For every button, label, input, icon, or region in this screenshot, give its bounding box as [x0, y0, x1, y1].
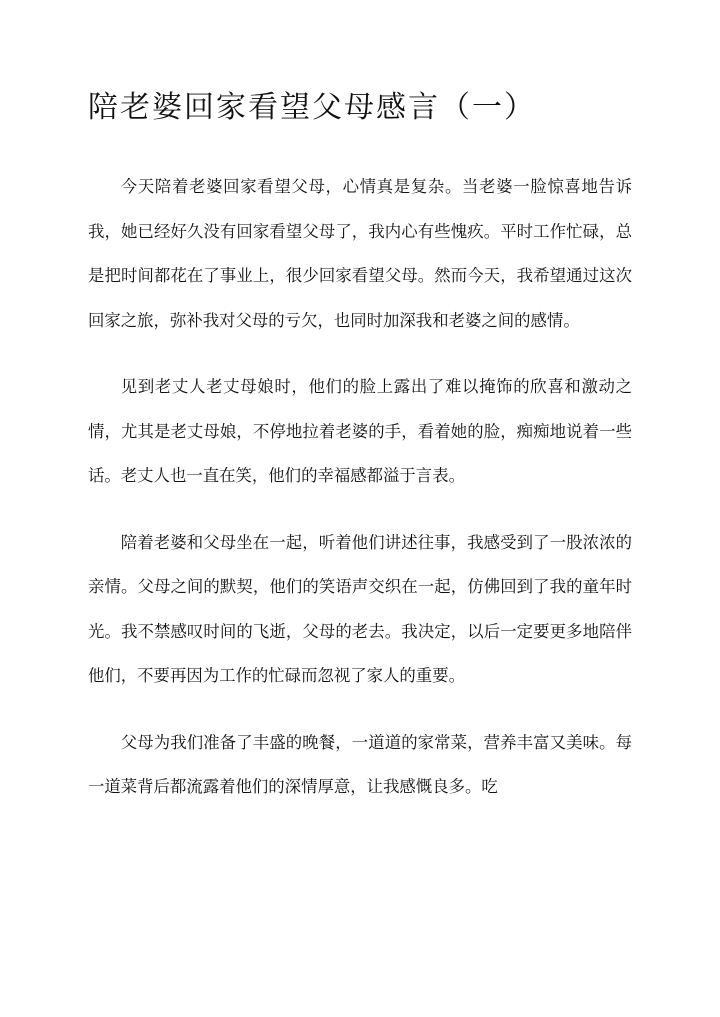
paragraph: 今天陪着老婆回家看望父母，心情真是复杂。当老婆一脸惊喜地告诉我，她已经好久没有回家看望父母了，我内心有些愧疚。平时工作忙碌，总是把时间都花在了事业上，很少回家看望父母。然而今天，我希望通过这次回家之旅，弥补我对父母的亏欠，也同时加深我和老婆之间的感情。	[88, 177, 632, 330]
document-title: 陪老婆回家看望父母感言（一）	[88, 90, 536, 125]
paragraph: 陪着老婆和父母坐在一起，听着他们讲述往事，我感受到了一股浓浓的亲情。父母之间的默契，他们的笑语声交织在一起，仿佛回到了我的童年时光。我不禁感叹时间的飞逝，父母的老去。我决定，以后一定要更多地陪伴他们，不要再因为工作的忙碌而忽视了家人的重要。	[88, 532, 632, 685]
document-body	[88, 165, 632, 832]
paragraph: 见到老丈人老丈母娘时，他们的脸上露出了难以掩饰的欣喜和激动之情，尤其是老丈母娘，不停地拉着老婆的手，看着她的脸，痴痴地说着一些话。老丈人也一直在笑，他们的幸福感都溢于言表。	[88, 377, 632, 485]
paragraph: 父母为我们准备了丰盛的晚餐，一道道的家常菜，营养丰富又美味。每一道菜背后都流露着他们的深情厚意，让我感慨良多。吃	[88, 732, 632, 796]
